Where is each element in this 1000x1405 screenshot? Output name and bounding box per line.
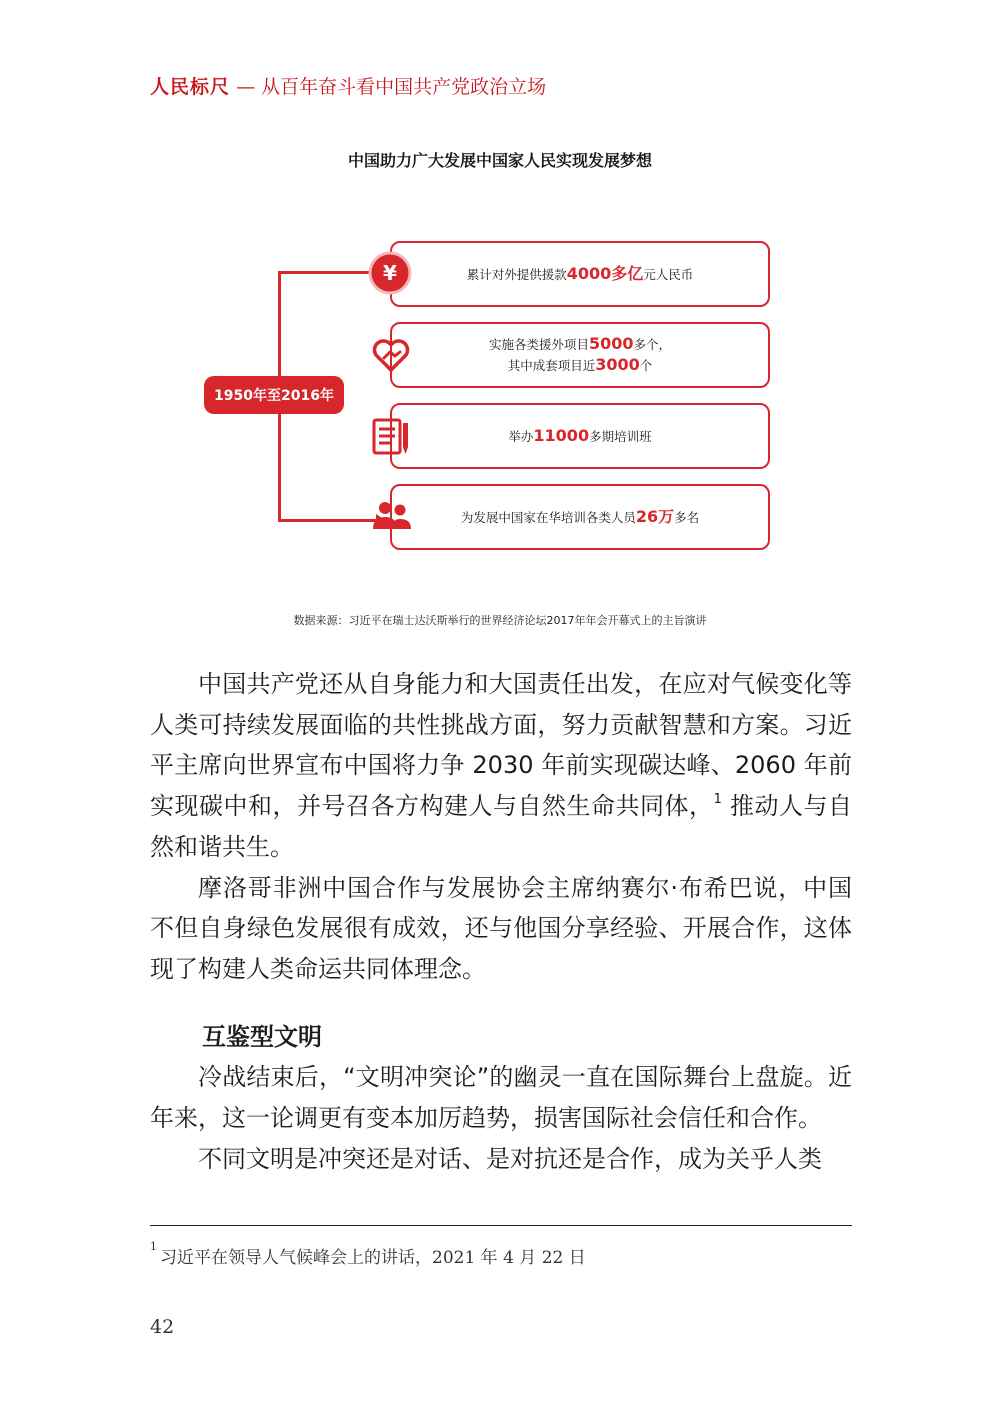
- yuan-coin-icon: [368, 251, 412, 295]
- card-highlight-number: 4000多亿: [566, 263, 644, 283]
- card-text: 多个，: [633, 337, 672, 352]
- card-text: 多名: [674, 509, 700, 525]
- card-text: 个: [639, 358, 653, 373]
- period-label: 1950年至2016年: [204, 376, 344, 414]
- connector-branch: [278, 519, 378, 522]
- stat-card-aid-funds: [390, 241, 770, 307]
- card-highlight-number: 5000: [588, 334, 634, 353]
- card-highlight-number: 26万: [635, 506, 675, 526]
- body-text: [150, 664, 852, 1179]
- card-highlight-number: 3000: [595, 355, 640, 374]
- card-text: 举办: [508, 428, 534, 444]
- section-heading: 互鉴型文明: [202, 1021, 322, 1051]
- paragraph: [150, 664, 852, 868]
- page-number: 42: [150, 1316, 175, 1338]
- notebook-pen-icon: [369, 415, 413, 459]
- running-header: [150, 72, 546, 99]
- book-subtitle: 从百年奋斗看中国共产党政治立场: [261, 76, 547, 98]
- paragraph: 不同文明是冲突还是对话、是对抗还是合作，成为关乎人类: [198, 1144, 822, 1173]
- card-text: 为发展中国家在华培训各类人员: [460, 509, 636, 525]
- data-source-note: 数据来源：习近平在瑞士达沃斯举行的世界经济论坛2017年年会开幕式上的主旨演讲: [293, 614, 707, 627]
- paragraph-text: 中国共产党还从自身能力和大国责任出发，在应对气候变化等人类可持续发展面临的共性挑战方面，努力贡献智慧和方案。习近平主席向世界宣布中国将力争 2030 年前实现碳达峰、2060 年前实现碳中和，并号召各方构建人与自然生命共同体，: [150, 670, 852, 821]
- footnote-text: 习近平在领导人气候峰会上的讲话，2021 年 4 月 22 日: [160, 1248, 586, 1268]
- header-dash: —: [236, 76, 256, 98]
- footnote-divider: [150, 1225, 852, 1226]
- stat-card-aid-projects: [390, 322, 770, 388]
- stat-card-training-sessions: [390, 403, 770, 469]
- connector-branch: [278, 271, 378, 274]
- stat-card-trainees: [390, 484, 770, 550]
- card-highlight-number: 11000: [533, 425, 590, 445]
- card-text: 其中成套项目近: [507, 358, 596, 373]
- book-title: 人民标尺: [150, 76, 231, 98]
- people-icon: [370, 495, 414, 539]
- heart-handshake-icon: [369, 334, 413, 378]
- card-text: 多期培训班: [589, 428, 652, 444]
- paragraph: 冷战结束后，“文明冲突论”的幽灵一直在国际舞台上盘旋。近年来，这一论调更有变本加厉趋势，损害国际社会信任和合作。: [150, 1063, 852, 1133]
- footnote: [150, 1240, 586, 1268]
- footnote-reference: 1: [713, 792, 722, 808]
- card-text: 元人民币: [643, 266, 694, 282]
- paragraph-text: 推动人与自然和谐共生。: [150, 792, 852, 861]
- svg-text:¥: ¥: [383, 261, 397, 285]
- paragraph: 摩洛哥非洲中国合作与发展协会主席纳赛尔·布希巴说，中国不但自身绿色发展很有成效，还与他国分享经验、开展合作，这体现了构建人类命运共同体理念。: [150, 873, 852, 983]
- footnote-mark: 1: [150, 1240, 157, 1253]
- card-text: 累计对外提供援款: [466, 266, 567, 282]
- card-text: 实施各类援外项目: [488, 337, 589, 352]
- infographic-title: 中国助力广大发展中国家人民实现发展梦想: [347, 151, 652, 170]
